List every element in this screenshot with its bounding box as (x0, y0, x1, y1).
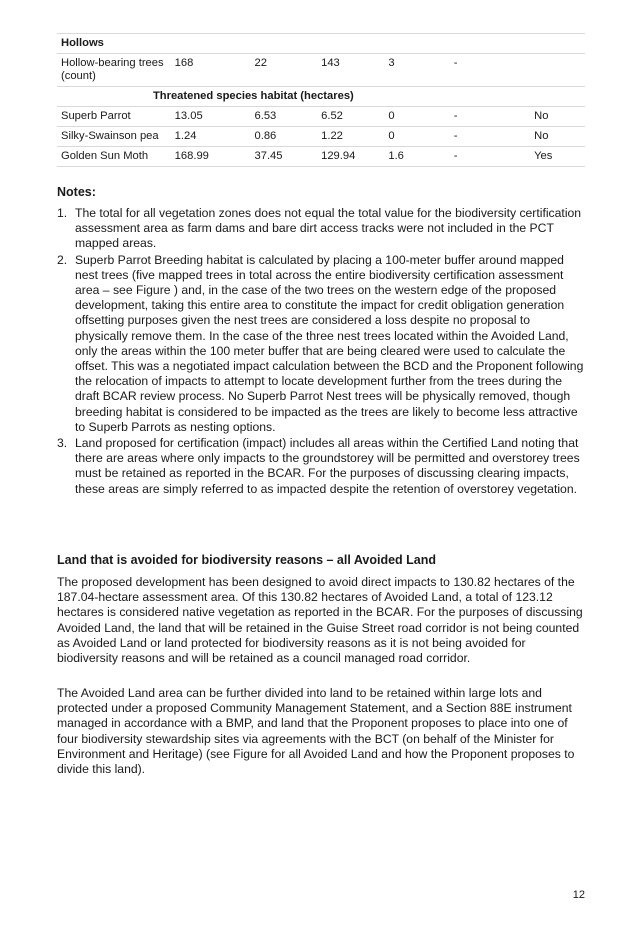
table-cell: 129.94 (317, 147, 384, 167)
row-label: Golden Sun Moth (57, 147, 171, 167)
table-cell: 22 (251, 54, 318, 87)
table-cell: - (450, 147, 530, 167)
table-section-row (57, 87, 585, 107)
table-cell: 0 (384, 107, 449, 127)
impact-table (57, 33, 585, 167)
table-cell: 1.24 (171, 127, 251, 147)
note-number: 3. (57, 436, 68, 451)
table-cell: 13.05 (171, 107, 251, 127)
note-text: The total for all vegetation zones does not equal the total value for the biodiversity certification assessment area as farm dams and bare dirt access tracks were not included in the PCT mapped areas. (75, 206, 582, 251)
table-cell: 3 (384, 54, 449, 87)
table-row (57, 107, 585, 127)
body-paragraph: The proposed development has been designed to avoid direct impacts to 130.82 hectares of the 187.04-hectare assessment area. Of this 130.82 hectares of Avoided Land, a total of 123.12 hectares is considered native vegetation as reported in the BCAR. For the purposes of discussing Avoided Land, the land that will be retained in the Guise Street road corridor is not being counted as Avoided Land or land protected for biodiversity reasons as it is not being avoided for biodiversity reasons and will be retained as a council managed road corridor. (57, 575, 583, 666)
table-cell: 6.52 (317, 107, 384, 127)
table-cell: 37.45 (251, 147, 318, 167)
table-cell: 168.99 (171, 147, 251, 167)
table-cell: - (450, 54, 530, 87)
table-cell: 143 (317, 54, 384, 87)
note-number: 2. (57, 252, 68, 267)
table-cell: - (450, 107, 530, 127)
table-cell: No (530, 127, 585, 147)
table-row (57, 127, 585, 147)
note-item (57, 253, 585, 435)
row-label: Hollow-bearing trees (count) (57, 54, 171, 87)
table-row (57, 147, 585, 167)
table-cell: Yes (530, 147, 585, 167)
table-cell: 168 (171, 54, 251, 87)
table-cell: 0 (384, 127, 449, 147)
table-cell (530, 54, 585, 87)
section-heading: Land that is avoided for biodiversity reasons – all Avoided Land (57, 553, 437, 567)
note-text: Superb Parrot Breeding habitat is calculated by placing a 100-meter buffer around mapped nest trees (five mapped trees in total across the entire biodiversity certification assessment area – see Figure ) and, in the case of the two trees on the western edge of the proposed development, taking this entire area to constitute the impact for credit obligation generation offsetting purposes given the nest trees are considered a loss despite no proposal to physically remove them. In the case of the three nest trees located within the Avoided Land, only the areas within the 100 meter buffer that are being cleared were used to calculate the offset. This was a negotiated impact calculation between the BCD and the Proponent following the relocation of impacts to attempt to locate development further from the trees during the draft BCAR review process. No Superb Parrot Nest trees will be physically removed, though breeding habitat is considered to be impacted as the trees are likely to become less attractive to Superb Parrots as nesting options. (75, 252, 584, 434)
note-number: 1. (57, 206, 68, 220)
table-section-row (57, 34, 585, 54)
table-cell (450, 87, 530, 107)
note-item (57, 436, 585, 497)
body-paragraph: The Avoided Land area can be further divided into land to be retained within large lots and protected under a proposed Community Management Statement, and a Section 88E instrument managed in accordance with a BMP, and land that the Proponent proposes to place into one of four biodiversity stewardship sites via agreements with the BCT (on behalf of the Minister for Environment and Heritage) (see Figure for all Avoided Land and how the Proponent proposes to divide this land). (57, 686, 575, 777)
threatened-heading: Threatened species habitat (hectares) (57, 87, 450, 107)
row-label: Superb Parrot (57, 107, 171, 127)
table-cell: 1.6 (384, 147, 449, 167)
notes-list (57, 206, 585, 498)
table-cell (530, 87, 585, 107)
table-cell: - (450, 127, 530, 147)
table-cell: 1.22 (317, 127, 384, 147)
table-cell: No (530, 107, 585, 127)
note-text: Land proposed for certification (impact) includes all areas within the Certified Land noting that there are areas where only impacts to the groundstorey will be permitted and overstorey trees must be retained as reported in the BCAR. For the purposes of discussing clearing impacts, these areas are simply referred to as impacted despite the retention of overstorey vegetation. (75, 436, 580, 496)
notes-heading: Notes: (57, 185, 96, 199)
table-cell: 6.53 (251, 107, 318, 127)
page-number: 12 (572, 889, 585, 901)
hollows-heading: Hollows (57, 34, 585, 54)
note-item (57, 206, 585, 252)
table-cell: 0.86 (251, 127, 318, 147)
row-label: Silky-Swainson pea (57, 127, 171, 147)
table-row (57, 54, 585, 87)
